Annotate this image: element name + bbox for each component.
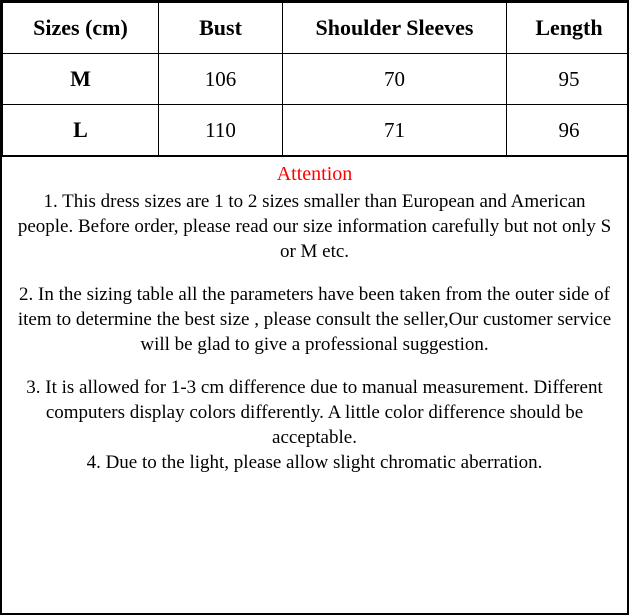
cell-shoulder-sleeves-m: 70	[283, 54, 507, 105]
attention-section	[2, 156, 627, 475]
table-header-row	[3, 3, 629, 54]
size-table	[2, 2, 629, 156]
attention-note-4: 4. Due to the light, please allow slight chromatic aberration.	[86, 452, 543, 473]
header-cell-shoulder-sleeves: Shoulder Sleeves	[283, 3, 507, 54]
cell-size-l: L	[3, 105, 159, 156]
header-cell-bust: Bust	[159, 3, 283, 54]
attention-note-3: 3. It is allowed for 1-3 cm difference due to manual measurement. Different computers display colors differently. A little color difference should be acceptable.	[26, 377, 603, 448]
attention-title: Attention	[276, 163, 353, 185]
cell-bust-m: 106	[159, 54, 283, 105]
attention-note-1: 1. This dress sizes are 1 to 2 sizes smaller than European and American people. Before order, please read our size information carefully but not only S or M etc.	[17, 191, 612, 262]
header-cell-sizes: Sizes (cm)	[3, 3, 159, 54]
header-cell-length: Length	[507, 3, 629, 54]
table-row	[3, 54, 629, 105]
cell-length-m: 95	[507, 54, 629, 105]
attention-note-2: 2. In the sizing table all the parameters have been taken from the outer side of item to determine the best size , please consult the seller,Our customer service will be glad to give a professional suggestion.	[17, 284, 612, 355]
cell-bust-l: 110	[159, 105, 283, 156]
cell-shoulder-sleeves-l: 71	[283, 105, 507, 156]
cell-size-m: M	[3, 54, 159, 105]
cell-length-l: 96	[507, 105, 629, 156]
table-row	[3, 105, 629, 156]
